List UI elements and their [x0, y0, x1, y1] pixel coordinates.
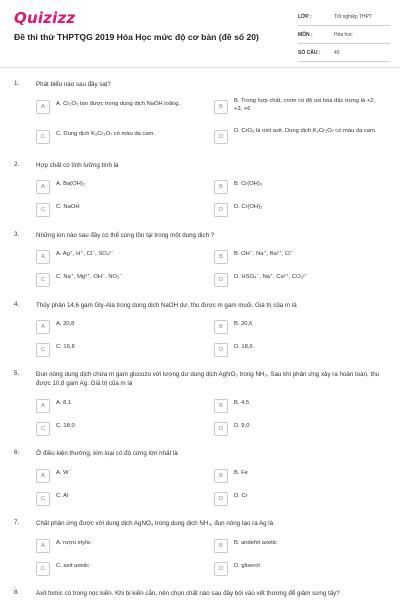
question-text: Phát biểu nào sau đây sai? — [36, 81, 111, 88]
option-text: D. 18,6 — [234, 344, 253, 350]
option-text: A. Ag⁺, H⁺, Cl⁻, SO₄²⁻ — [56, 251, 115, 257]
question-number: 7. — [14, 519, 20, 526]
option-text: B. andehit axetic — [234, 540, 277, 546]
option-letter: B — [214, 180, 228, 194]
option-letter: C — [36, 562, 50, 576]
option-letter: B — [214, 399, 228, 413]
option-letter: D — [214, 273, 228, 287]
meta-row-class — [298, 11, 390, 26]
question-8 — [14, 589, 392, 600]
option-text: B. OH⁻, Na⁺, Ba²⁺, Cl⁻ — [234, 251, 294, 257]
question-4 — [14, 301, 392, 361]
option-letter: D — [214, 422, 228, 436]
question-1 — [14, 80, 392, 140]
option-text: C. Dung dịch K₂Cr₂O₇ có màu da cam. — [56, 131, 155, 137]
question-text: Thủy phân 14,6 gam Gly-Ala trong dung dịch NaOH dư, thu được m gam muối. Giá trị của m là — [36, 302, 297, 309]
option-text: C. 18,0 — [56, 423, 75, 429]
option-letter: C — [36, 130, 50, 144]
option-letter: B — [214, 469, 228, 483]
meta-value: Tốt nghiệp THPT — [334, 14, 372, 20]
header-divider — [0, 67, 400, 68]
option-text: B. Fe — [234, 470, 248, 476]
header — [0, 0, 400, 66]
option-text: D. glixerol — [234, 563, 260, 569]
quizizz-logo: Quizizz — [14, 9, 76, 27]
option-text: A. 8,1 — [56, 400, 72, 406]
question-text: Chất phản ứng được với dung dịch AgNO₃ trong dung dịch NH₃, đun nóng tạo ra Ag là — [36, 520, 274, 527]
option-letter: B — [214, 100, 228, 114]
question-3 — [14, 231, 392, 291]
question-text: Hợp chất có tính lưỡng tính là — [36, 162, 119, 169]
option-text: B. Trong hợp chất, crom có độ oxi hóa đặc trưng là +2, +3, +6 — [234, 98, 375, 112]
question-text: Những ion nào sau đây có thể cùng tồn tại trong một dung dịch ? — [36, 232, 215, 239]
question-6 — [14, 449, 392, 509]
option-letter: A — [36, 469, 50, 483]
option-text: A. W — [56, 470, 69, 476]
option-letter: A — [36, 180, 50, 194]
option-letter: A — [36, 399, 50, 413]
meta-label: LỚP : — [298, 14, 312, 20]
question-number: 4. — [14, 301, 20, 308]
option-letter: A — [36, 100, 50, 114]
option-text: B. 4,5 — [234, 400, 250, 406]
option-letter: A — [36, 250, 50, 264]
meta-row-subject — [298, 29, 390, 44]
option-letter: B — [214, 539, 228, 553]
document-title: Đề thi thử THPTQG 2019 Hóa Học mức độ cơ bản (đề số 20) — [14, 32, 259, 42]
option-letter: D — [214, 562, 228, 576]
option-text: A. Cr₂O₃ tan được trong dung dịch NaOH loãng. — [56, 101, 181, 107]
option-text: D. Cr(OH)₂ — [234, 204, 263, 210]
question-7 — [14, 519, 392, 579]
option-text: C. 16,8 — [56, 344, 75, 350]
question-text: Axit fomic có trong nọc kiến. Khi bị kiến cắn, nên chọn chất nào sau đây bôi vào vết thương để giảm sưng tấy? — [36, 590, 340, 597]
question-text: Đun nóng dung dịch chứa m gam glucozo với lượng dư dung dịch AgNO₃ trong NH₃. Sau khi phản ứng xảy ra hoàn toàn, thu được 10,8 gam Ag. Giá trị của m là — [36, 371, 380, 387]
option-text: A. rượu etylic — [56, 540, 91, 546]
option-letter: C — [36, 343, 50, 357]
question-2 — [14, 161, 392, 221]
option-letter: C — [36, 203, 50, 217]
question-text: Ở điều kiện thường, kim loại có độ cứng lớn nhất là — [36, 450, 178, 457]
meta-value: 40 — [334, 50, 340, 56]
question-number: 2. — [14, 161, 20, 168]
question-number: 1. — [14, 80, 20, 87]
option-text: A. 20,8 — [56, 321, 75, 327]
option-text: B. 20,6 — [234, 321, 253, 327]
meta-label: SỐ CÂU : — [298, 50, 321, 56]
option-letter: D — [214, 130, 228, 144]
question-number: 6. — [14, 449, 20, 456]
option-letter: C — [36, 492, 50, 506]
option-text: C. Na⁺, Mg²⁺, OH⁻, NO₃⁻ — [56, 274, 123, 280]
meta-panel — [298, 11, 390, 65]
option-text: A. Ba(OH)₂ — [56, 181, 85, 187]
option-letter: A — [36, 539, 50, 553]
option-letter: C — [36, 273, 50, 287]
option-letter: D — [214, 343, 228, 357]
option-letter: B — [214, 320, 228, 334]
option-letter: D — [214, 203, 228, 217]
option-text: B. Cr(OH)₃ — [234, 181, 263, 187]
meta-value: Hóa học — [334, 32, 353, 38]
question-number: 8. — [14, 589, 20, 596]
option-letter: C — [36, 422, 50, 436]
option-text: C. NaOH — [56, 204, 80, 210]
option-text: D. CrO₃ là oxit axit. Dung dịch K₂Cr₂O₇ có màu da cam. — [234, 128, 377, 134]
option-text: D. 9,0 — [234, 423, 250, 429]
meta-label: MÔN : — [298, 32, 313, 38]
question-number: 5. — [14, 370, 20, 377]
option-text: D. HSO₄⁻, Na⁺, Ca²⁺, CO₃²⁻ — [234, 274, 308, 280]
option-text: D. Cr — [234, 493, 248, 499]
option-letter: A — [36, 320, 50, 334]
option-text: C. Al — [56, 493, 69, 499]
option-letter: B — [214, 250, 228, 264]
option-text: C. axit axetic — [56, 563, 90, 569]
meta-row-count — [298, 47, 390, 62]
question-5 — [14, 370, 392, 440]
question-number: 3. — [14, 231, 20, 238]
option-letter: D — [214, 492, 228, 506]
